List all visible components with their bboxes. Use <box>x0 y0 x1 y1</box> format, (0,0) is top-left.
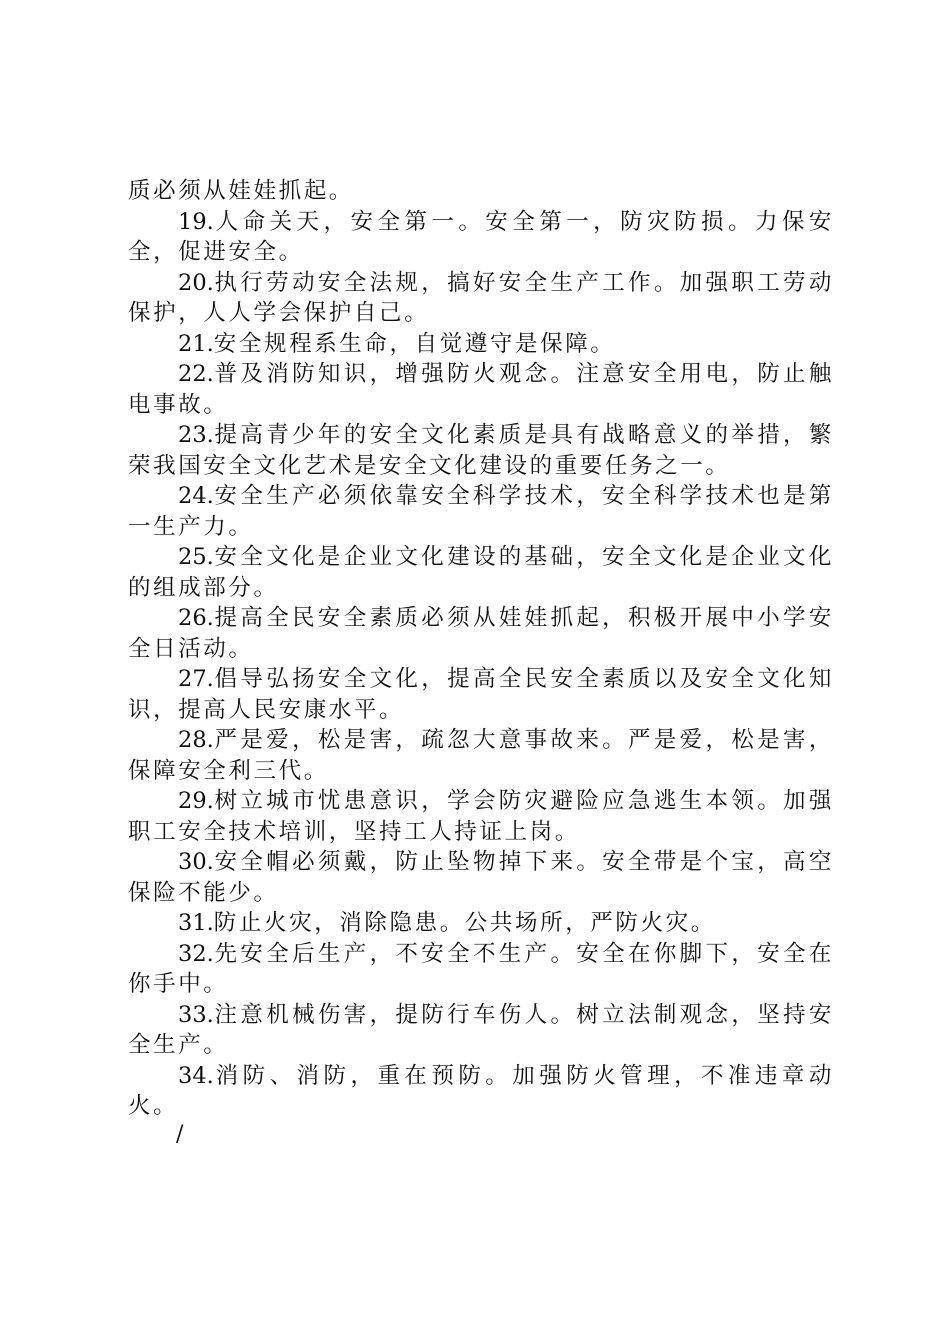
item-text: 安全规程系生命，自觉遵守是保障。 <box>213 330 616 357</box>
item-number: 32. <box>178 940 214 967</box>
list-item <box>128 542 834 603</box>
list-item <box>128 664 834 725</box>
list-item <box>128 847 834 908</box>
list-item <box>128 786 834 847</box>
list-item <box>128 603 834 664</box>
item-number: 24. <box>178 483 214 509</box>
item-text: 执行劳动安全法规，搞好安全生产工作。加强职工劳动保护，人人学会保护自己。 <box>128 269 834 326</box>
list-item <box>128 481 834 542</box>
list-item <box>128 908 834 939</box>
item-text: 树立城市忧患意识，学会防灾避险应急逃生本领。加强职工安全技术培训，坚持工人持证上岗。 <box>128 788 834 845</box>
item-number: 19. <box>178 208 214 235</box>
list-item <box>128 268 834 329</box>
item-text: 普及消防知识，增强防火观念。注意安全用电，防止触电事故。 <box>128 361 834 418</box>
document-body <box>128 176 834 1122</box>
item-text: 倡导弘扬安全文化，提高全民安全素质以及安全文化知识，提高人民安康水平。 <box>128 666 834 723</box>
item-number: 25. <box>178 544 214 570</box>
item-number: 20. <box>178 269 214 296</box>
item-number: 30. <box>178 849 214 875</box>
item-text: 安全帽必须戴，防止坠物掉下来。安全带是个宝，高空保险不能少。 <box>128 849 834 906</box>
item-text: 防止火灾，消除隐患。公共场所，严防火灾。 <box>213 910 716 936</box>
item-number: 27. <box>178 666 214 692</box>
item-text: 提高全民安全素质必须从娃娃抓起，积极开展中小学安全日活动。 <box>128 605 834 662</box>
item-text: 提高青少年的安全文化素质是具有战略意义的举措，繁荣我国安全文化艺术是安全文化建设的重要任务之一。 <box>128 422 834 479</box>
list-item <box>128 1000 834 1061</box>
item-number: 21. <box>178 330 214 357</box>
item-text: 安全生产必须依靠安全科学技术，安全科学技术也是第一生产力。 <box>128 483 834 540</box>
item-number: 28. <box>178 727 214 753</box>
list-item <box>128 207 834 268</box>
item-number: 22. <box>178 361 214 387</box>
item-text: 安全文化是企业文化建设的基础，安全文化是企业文化的组成部分。 <box>128 544 834 601</box>
list-item <box>128 1061 834 1122</box>
list-item <box>128 939 834 1000</box>
list-item <box>128 359 834 420</box>
item-text: 注意机械伤害，提防行车伤人。树立法制观念，坚持安全生产。 <box>128 1001 834 1058</box>
item-number: 23. <box>178 422 214 448</box>
item-text: 严是爱，松是害，疏忽大意事故来。严是爱，松是害，保障安全利三代。 <box>128 727 834 784</box>
item-number: 29. <box>178 788 214 814</box>
item-text: 人命关天，安全第一。安全第一，防灾防损。力保安全，促进安全。 <box>128 208 834 265</box>
item-number: 33. <box>178 1001 214 1028</box>
item-text: 先安全后生产，不安全不生产。安全在你脚下，安全在你手中。 <box>128 940 834 997</box>
item-number: 26. <box>178 605 214 631</box>
item-number: 31. <box>178 910 214 936</box>
list-item <box>128 725 834 786</box>
lead-line: 质必须从娃娃抓起。 <box>128 178 354 204</box>
list-item <box>128 329 834 360</box>
item-text: 消防、消防，重在预防。加强防火管理，不准违章动火。 <box>128 1062 834 1119</box>
list-item <box>128 420 834 481</box>
item-number: 34. <box>178 1062 214 1089</box>
trailing-mark: / <box>176 1122 184 1147</box>
